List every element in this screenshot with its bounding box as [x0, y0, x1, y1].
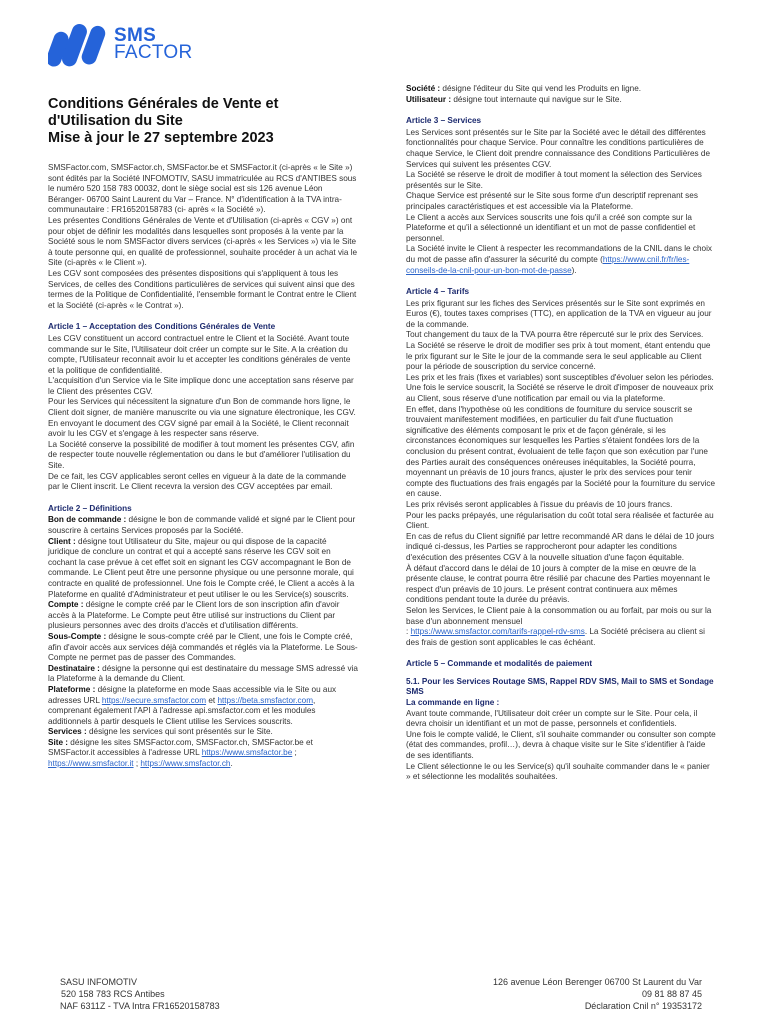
- article-paragraph: Une fois le compte validé, le Client, s'il souhaite commander ou consulter son compte (état des commandes, profil…), devra à chaque visite sur le Site s'identifier à l'aide de ses identifiants.: [406, 729, 716, 761]
- footer-phone: 09 81 88 87 45: [641, 989, 702, 999]
- article-paragraph: Pour les Services qui nécessitent la signature d'un Bon de commande hors ligne, le Client doit signer, de manière manuscrite ou via une signature électronique, les CGV. En envoyant le document des CGV signé par email à la Société, le Client reconnait avoir lu les CGV et s'engage à les respecter sans réserve.: [48, 397, 356, 439]
- article-3-title: Article 3 – Services: [406, 116, 482, 126]
- footer-rcs: 520 158 783 RCS Antibes: [61, 989, 165, 999]
- definition-services: [48, 727, 358, 738]
- definition-sous-compte: [48, 632, 358, 664]
- definition-text: désigne les sites SMSFactor.com, SMSFactor.ch, SMSFactor.be et SMSFactor.it accessibles à l'adresse URL: [48, 737, 313, 758]
- article-4-title: Article 4 – Tarifs: [406, 287, 470, 297]
- article-paragraph: Pour les packs prépayés, une régularisation du coût total sera réalisée et facturée au Client.: [406, 510, 714, 531]
- article-text: . La Société précisera au client si des frais de gestion sont applicables le cas échéant.: [406, 627, 705, 647]
- article-paragraph: Tout changement du taux de la TVA pourra être répercuté sur le prix des Services.: [406, 330, 704, 340]
- definition-term: Destinataire :: [48, 663, 100, 673]
- sms-factor-logo: [48, 20, 198, 68]
- footer-naf: NAF 6311Z - TVA Intra FR16520158783: [60, 1001, 220, 1011]
- right-column: [406, 84, 716, 783]
- definition-term: Services :: [48, 727, 87, 737]
- logo-line1: SMS: [114, 25, 157, 46]
- smsfactor-ch-link[interactable]: https://www.smsfactor.ch: [140, 759, 231, 769]
- definition-text: ;: [292, 748, 297, 758]
- article-paragraph: À défaut d'accord dans le délai de 10 jours à compter de la mise en œuvre de la présente clause, le contrat pourra être résilié par chacune des Parties moyennant le respect d'un préavis de 10 jours. Le présent contrat continuera aux mêmes conditions pendant toute la durée du préavis.: [406, 563, 711, 605]
- article-1-title: Article 1 – Acceptation des Conditions Générales de Vente: [48, 322, 276, 332]
- secure-smsfactor-link[interactable]: https://secure.smsfactor.com: [101, 695, 207, 705]
- beta-smsfactor-link[interactable]: https://beta.smsfactor.com: [217, 695, 314, 705]
- definition-text: désigne tout internaute qui navigue sur le Site.: [451, 94, 622, 104]
- definition-text: ;: [133, 759, 141, 769]
- footer-contact-info: [493, 976, 702, 1012]
- article-paragraph: Une fois le service souscrit, la Société se réserve le droit d'imposer de nouveaux prix au Client, sous réserve d'une notification par email ou via la plateforme.: [406, 383, 714, 404]
- article-2-title: Article 2 – Définitions: [48, 503, 132, 513]
- definition-plateforme: [48, 685, 358, 727]
- intro-paragraph: SMSFactor.com, SMSFactor.ch, SMSFactor.be et SMSFactor.it (ci-après « le Site ») sont édités par la Société INFOMOTIV, SASU immatriculée au RCS d'ANTIBES sous le numéro 520 158 783 00032, dont le siège social est sis 126 avenue Léon Béranger- 06700 Saint Laurent du Var – France. N° d'identification à la TVA intra-communautaire : FR16520158783 (ci- après « la Société »).: [48, 163, 357, 215]
- article-paragraph: Selon les Services, le Client paie à la consommation ou au forfait, par mois ou sur la base d'un abonnement mensuel: [406, 605, 712, 626]
- logo-line2: FACTOR: [114, 42, 193, 63]
- intro-paragraph: Les présentes Conditions Générales de Vente et d'Utilisation (ci-après « CGV ») ont pour objet de définir les modalités dans lesquelles sont proposés à la vente par la Société sous le nom SMSFactor divers services (ci-après « les Services ») via le Site à toute personne qui, en qualité de professionnel, souhaite procéder à un achat via le Site (ci-après « le Client »).: [48, 215, 358, 268]
- definition-text: , comprenant également l'API à l'adresse api.smsfactor.com et les modules additionnels à partir desquels le Client utilise les Services souscrits.: [48, 695, 316, 726]
- article-paragraph: Avant toute commande, l'Utilisateur doit créer un compte sur le Site. Pour cela, il devra choisir un identifiant et un mot de passe, personnels et confidentiels.: [406, 708, 698, 729]
- definition-text: .: [230, 759, 233, 769]
- left-column: [48, 96, 358, 770]
- smsfactor-it-link[interactable]: https://www.smsfactor.it: [48, 759, 134, 769]
- definition-term: Site :: [48, 737, 69, 747]
- definition-term: Compte :: [48, 600, 84, 610]
- online-order-title: La commande en ligne :: [406, 698, 500, 708]
- article-paragraph: De ce fait, les CGV applicables seront celles en vigueur à la date de la commande par le Client inscrit. Le Client recevra la version des CGV acceptées par email.: [48, 471, 347, 492]
- article-text: :: [406, 627, 411, 637]
- article-text: La Société invite le Client à respecter les recommandations de la CNIL dans le choix du mot de passe afin d'assurer la sécurité du compte: [406, 244, 712, 264]
- definition-term: Bon de commande :: [48, 515, 127, 525]
- article-text: ).: [571, 265, 577, 275]
- definition-text: et: [206, 695, 218, 705]
- footer-address: 126 avenue Léon Berenger 06700 St Laurent du Var: [493, 977, 702, 987]
- definition-text: désigne le bon de commande validé et signé par le Client pour souscrire à certains Services proposés par la Société.: [48, 515, 356, 535]
- footer-cnil: Déclaration Cnil n° 19353172: [584, 1001, 702, 1011]
- article-paragraph: Les Services sont présentés sur le Site par la Société avec le détail des différentes fonctionnalités pour chaque Service. Pour connaître les conditions particulières de chaque Service, le Client doit prendre connaissance des Conditions Particulières de Services qui suivent les présentes CGV.: [406, 127, 711, 169]
- article-paragraph: En effet, dans l'hypothèse où les conditions de fourniture du service souscrit se trouvaient manifestement modifiées, en particulier du fait d'une fluctuation significative des éléments composant le prix et de façon générale, si les circonstances économiques sur lesquelles les Parties s'étaient fondées lors de la conclusion du présent contrat, évoluaient de telle façon que son exécution par l'une des Parties aurait des conséquences onéreuses inéquitables, la Société pourra, moyennant un préavis de 10 jours francs, ajuster le prix des services pour tenir compte des fluctuations des frais engagés par la Société pour la fourniture du service en cause.: [406, 404, 716, 499]
- definition-text: désigne tout Utilisateur du Site, majeur ou qui dispose de la capacité juridique de conclure un contrat et qui a accepté sans réserve les CGV soit en cochant la case prévue à cet effet soit en signant les CGV accompagnant le Bon de commande. Le Client peut être une personne physique ou une personne morale, qui contracte en qualité de professionnel. Une fois le Compte créé, le Client a accès à la Plateforme en qualité d'Administrateur et peut utiliser le ou les Service(s) souscrits.: [48, 536, 355, 599]
- definition-text: désigne la plateforme en mode Saas accessible via le Site ou aux adresses URL: [48, 684, 337, 705]
- definition-utilisateur: [406, 95, 716, 106]
- definition-bon-de-commande: [48, 515, 358, 536]
- article-paragraph: Les prix révisés seront applicables à l'issue du préavis de 10 jours francs.: [406, 499, 673, 509]
- article-paragraph: Les prix et les frais (fixes et variables) sont susceptibles d'évoluer selon les périodes.: [406, 372, 714, 382]
- article-5-1-title: 5.1. Pour les Services Routage SMS, Rappel RDV SMS, Mail to SMS et Sondage SMS: [406, 676, 714, 697]
- definition-text: désigne le compte créé par le Client lors de son inscription afin d'avoir accès à la Plateforme. Le Compte peut être utilisé sur instructions du Client par plusieurs personnes avec des droits d'accès et d'utilisation différents.: [48, 600, 340, 631]
- footer-company: SASU INFOMOTIV: [60, 977, 138, 987]
- page-subtitle: Mise à jour le 27 septembre 2023: [48, 130, 274, 146]
- logo-wordmark: [114, 27, 193, 61]
- definition-term: Client :: [48, 536, 76, 546]
- definition-term: Société :: [406, 84, 441, 93]
- definition-text: désigne les services qui sont présentés sur le Site.: [86, 727, 273, 737]
- article-5-title: Article 5 – Commande et modalités de paiement: [406, 659, 593, 669]
- definition-societe: [406, 84, 716, 95]
- definition-text: désigne l'éditeur du Site qui vend les Produits en ligne.: [440, 84, 642, 93]
- definition-site: [48, 738, 358, 770]
- article-paragraph: La Société conserve la possibilité de modifier à tout moment les présentes CGV, afin de respecter toute nouvelle réglementation ou dans le but d'améliorer l'utilisation du Site.: [48, 439, 355, 471]
- intro-paragraph: Les CGV sont composées des présentes dispositions qui s'appliquent à tous les Services, de celles des Conditions particulières de services qui suivent ainsi que des termes de la Politique de Confidentialité, l'ensemble formant le Contrat entre le Client et la Société (ci-après « le Contrat »).: [48, 268, 357, 310]
- definition-destinataire: [48, 664, 358, 685]
- cnil-password-link[interactable]: https://www.cnil.fr/fr/les-conseils-de-la-cnil-pour-un-bon-mot-de-passe: [406, 254, 690, 275]
- definition-term: Utilisateur :: [406, 94, 452, 104]
- article-paragraph: La Société se réserve le droit de modifier à tout moment la sélection des Services présentés sur le Site.: [406, 170, 702, 190]
- definition-compte: [48, 600, 358, 632]
- definition-term: Sous-Compte :: [48, 631, 107, 641]
- article-paragraph: Chaque Service est présenté sur le Site sous forme d'un descriptif reprenant ses principales caractéristiques et est accessible via la Plateforme.: [406, 191, 698, 211]
- definition-text: désigne la personne qui est destinataire du message SMS adressé via la Plateforme à la demande du Client.: [48, 663, 358, 684]
- article-paragraph: [406, 627, 716, 648]
- article-paragraph: La Société invite le Client à respecter les recommandations de la CNIL dans le choix du mot de passe afin d'assurer la sécurité du compte (https://www.cnil.fr/fr/les-conseils-de-la-cnil-pour-un-bon-mot-de-passe).: [406, 244, 712, 275]
- definition-client: [48, 537, 358, 601]
- article-paragraph: Le Client a accès aux Services souscrits une fois qu'il a créé son compte sur la Plateforme et qu'il a sélectionné un identifiant et un mot de passe confidentiel et personnel.: [406, 212, 696, 243]
- page-title: Conditions Générales de Vente et d'Utilisation du Site: [48, 96, 279, 129]
- definition-term: Plateforme :: [48, 684, 96, 694]
- article-paragraph: En cas de refus du Client signifié par lettre recommandé AR dans le délai de 10 jours indiqué ci-dessus, les Parties se rapprocheront pour adapter les conditions d'exécution des présentes CGV à la nouvelle situation d'une façon équitable.: [406, 531, 715, 562]
- article-paragraph: Les prix figurant sur les fiches des Services présentés sur le Site sont exprimés en Euros (€), toutes taxes comprises (TTC), en application de la TVA en vigueur au jour de la commande.: [406, 298, 712, 329]
- definition-text: désigne le sous-compte créé par le Client, une fois le Compte créé, afin d'avoir accès aux services déjà commandés et réglés via la Plateforme. Le Sous-Compte ne permet pas de passer des Commandes.: [48, 631, 358, 663]
- article-paragraph: La Société se réserve le droit de modifier ses prix à tout moment, étant entendu que le prix figurant sur le Site le jour de la commande sera le seul applicable au Client pour la période de souscription du service concerné.: [406, 341, 711, 372]
- footer-company-info: [60, 976, 220, 1012]
- article-paragraph: Le Client sélectionne le ou les Service(s) qu'il souhaite commander dans le « panier » et sélectionne les modalités souhaitées.: [406, 761, 710, 782]
- article-paragraph: L'acquisition d'un Service via le Site implique donc une acceptation sans réserve par le Client des présentes CGV.: [48, 376, 354, 396]
- sms-factor-logo-icon: [48, 21, 110, 67]
- article-paragraph: Les CGV constituent un accord contractuel entre le Client et la Société. Avant toute commande sur le Site, l'Utilisateur doit créer un compte sur le Site. A la création du compte, l'Utilisateur reconnait avoir lu et accepter les conditions générales de vente et la politique de confidentialité.: [48, 333, 351, 375]
- tarifs-link[interactable]: https://www.smsfactor.com/tarifs-rappel-rdv-sms: [410, 627, 585, 637]
- smsfactor-be-link[interactable]: https://www.smsfactor.be: [201, 748, 293, 758]
